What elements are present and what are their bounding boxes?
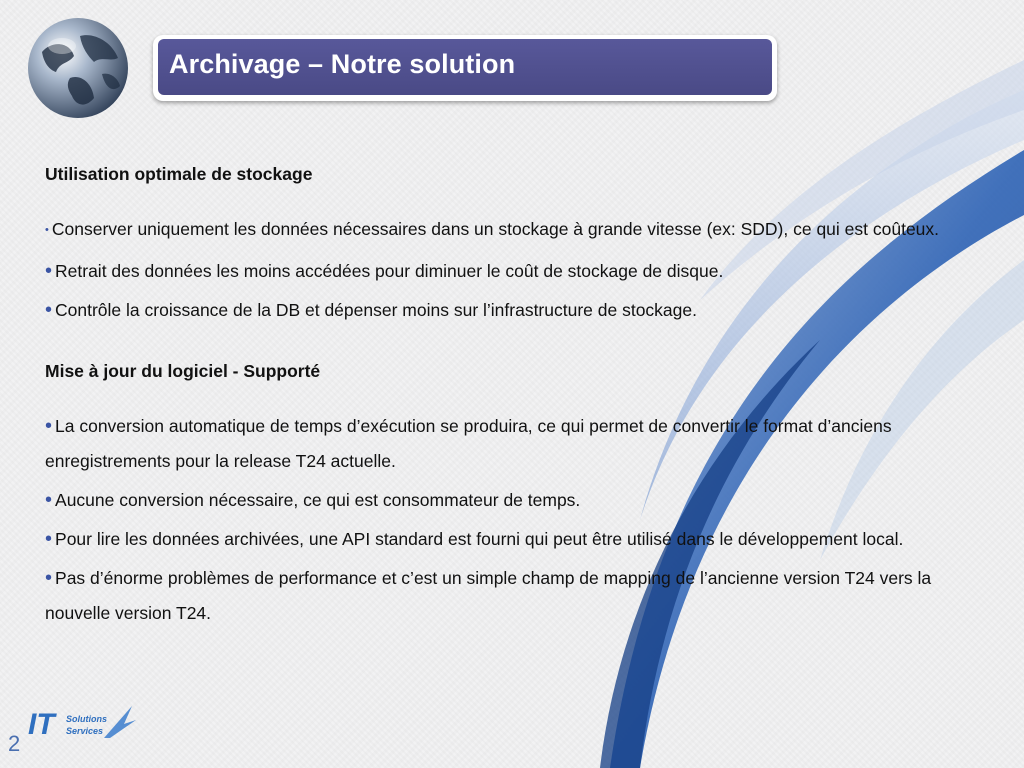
bullet-icon: • — [45, 224, 49, 236]
bullet-icon: • — [45, 415, 53, 437]
bullet-icon: • — [45, 260, 53, 282]
list-item: • Conserver uniquement les données nécessaires dans un stockage à grande vitesse (ex: SDD), ce qui est coûteux. — [45, 219, 940, 239]
section-heading-software-update: Mise à jour du logiciel - Supporté — [45, 361, 321, 381]
list-item: • Pas d’énorme problèmes de performance et c’est un simple champ de mapping de l’ancienne version T24 vers la nouvelle version T24. — [45, 567, 932, 623]
bullet-icon: • — [45, 528, 53, 550]
svg-text:Services: Services — [66, 726, 104, 736]
list-item: • Pour lire les données archivées, une API standard est fourni qui peut être utilisé dans le développement local. — [45, 528, 904, 550]
page-number: 2 — [8, 731, 21, 756]
it-solutions-logo — [20, 700, 140, 742]
slide-title: Archivage – Notre solution — [169, 49, 516, 79]
title-bar-fill — [158, 39, 772, 95]
title-bar — [153, 35, 777, 101]
bullet-icon: • — [45, 489, 53, 511]
section-heading-storage: Utilisation optimale de stockage — [45, 164, 313, 184]
list-item: • Retrait des données les moins accédées pour diminuer le coût de stockage de disque. — [45, 260, 724, 282]
bullet-icon: • — [45, 299, 53, 321]
svg-text:Solutions: Solutions — [66, 714, 107, 724]
list-item: • Aucune conversion nécessaire, ce qui est consommateur de temps. — [45, 489, 581, 511]
slide-content — [45, 157, 990, 631]
svg-text:IT: IT — [28, 708, 55, 741]
globe-icon — [22, 12, 134, 124]
list-item: • Contrôle la croissance de la DB et dépenser moins sur l’infrastructure de stockage. — [45, 299, 697, 321]
bullet-icon: • — [45, 567, 53, 589]
list-item: • La conversion automatique de temps d’exécution se produira, ce qui permet de convertir le format d’anciens enregistrements pour la release T24 actuelle. — [45, 415, 892, 471]
